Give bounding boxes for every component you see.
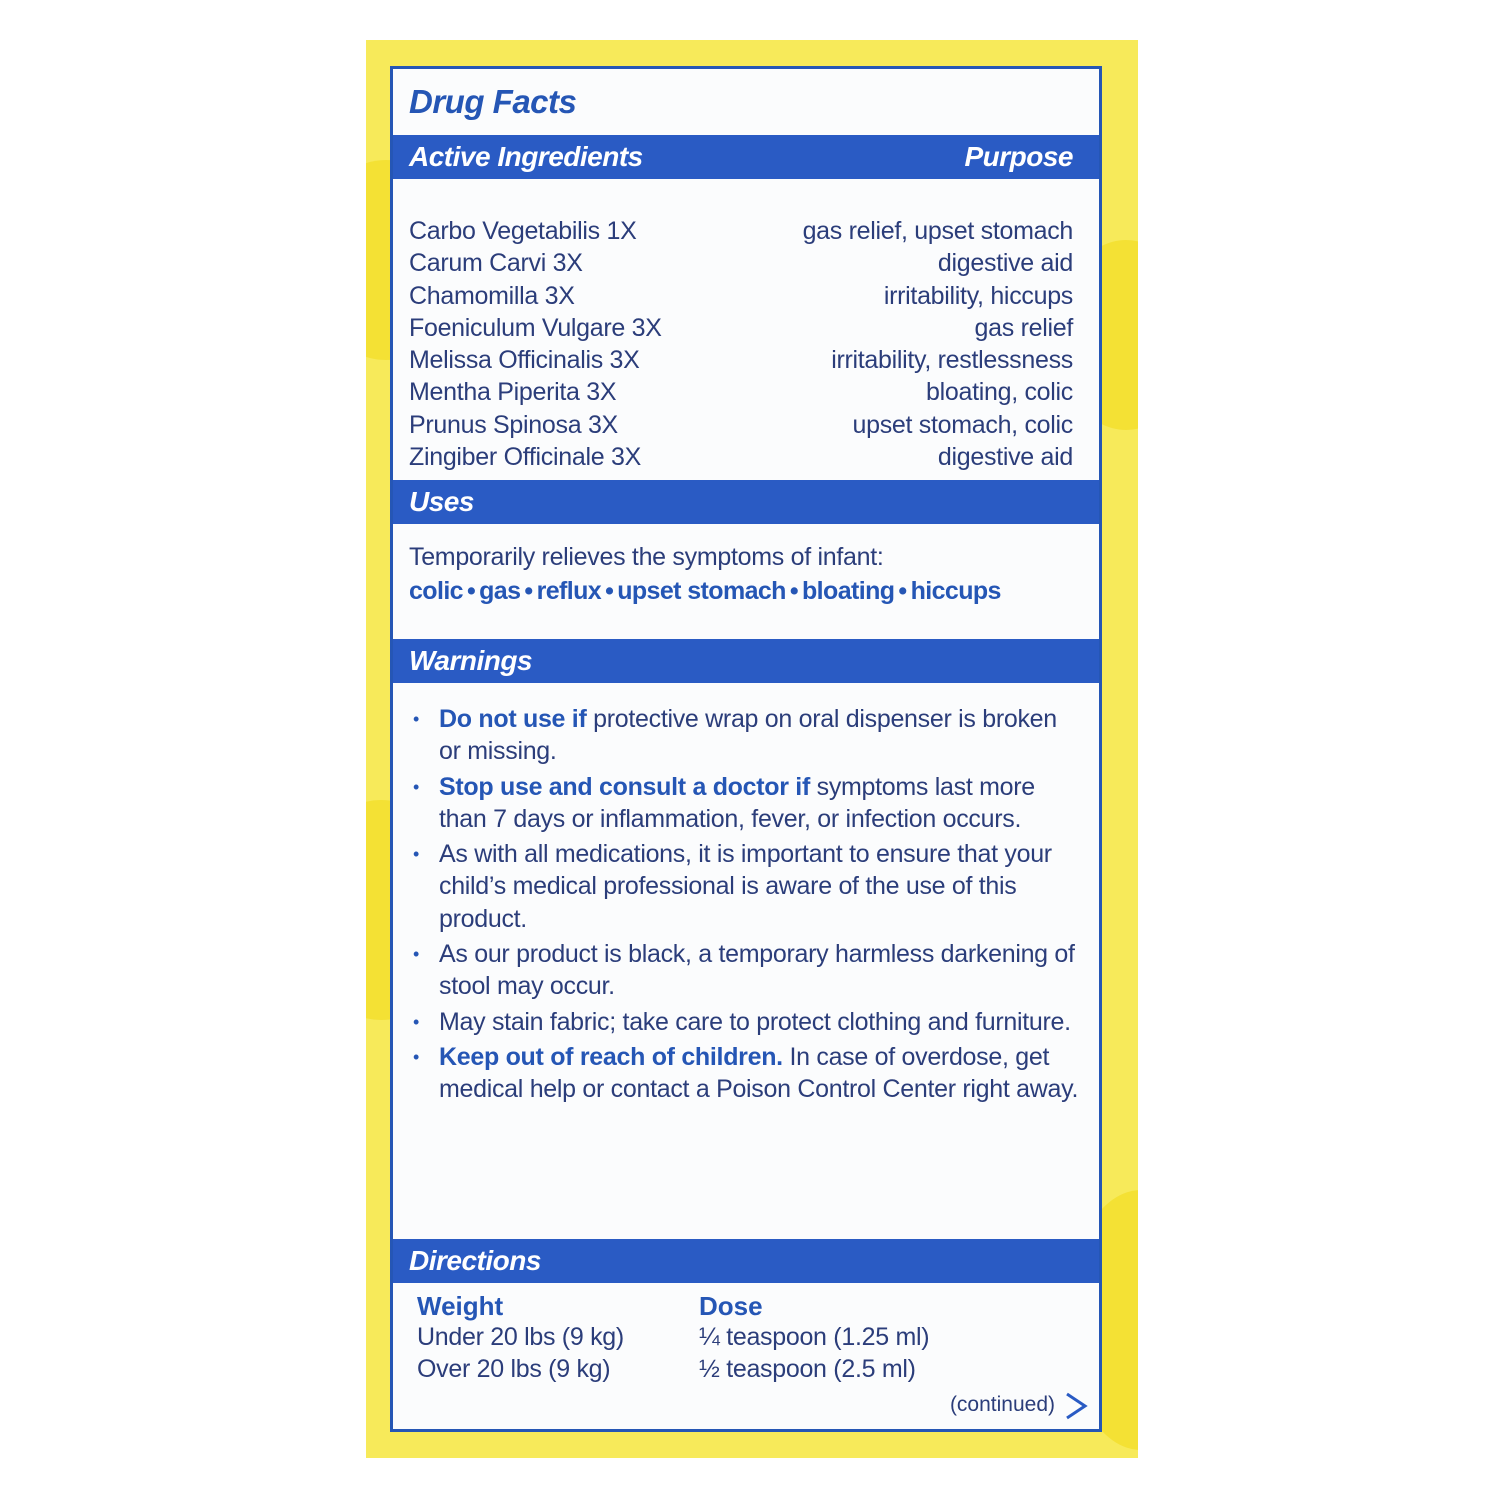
warning-bold-text: Stop use and consult a doctor if (439, 772, 810, 801)
warning-text: As our product is black, a temporary harmless darkening of stool may occur. (439, 940, 1075, 1001)
symptom-item: upset stomach (617, 577, 786, 605)
ingredient-row (409, 314, 1073, 346)
symptom-item: reflux (536, 577, 602, 605)
warnings-header (393, 639, 1099, 683)
warning-text: In case of overdose, get medical help or contact a Poison Control Center right away. (439, 1042, 1079, 1104)
dose-value: ½ teaspoon (2.5 ml) (699, 1355, 916, 1383)
symptom-item: hiccups (910, 577, 1001, 605)
ingredient-row (409, 282, 1073, 314)
ingredient-row (409, 443, 1073, 475)
product-package (366, 40, 1138, 1458)
bullet-icon: • (413, 1046, 420, 1067)
warning-item (411, 938, 1081, 1003)
ingredient-purpose: irritability, hiccups (883, 281, 1073, 310)
ingredient-row (409, 378, 1073, 410)
active-ingredients-label: Active Ingredients (409, 141, 643, 172)
warning-item (411, 1041, 1081, 1106)
weight-value: Over 20 lbs (9 kg) (417, 1355, 611, 1383)
ingredient-purpose: gas relief, upset stomach (802, 217, 1073, 245)
warning-text: May stain fabric; take care to protect clothing and furniture. (439, 1007, 1071, 1036)
warning-item (411, 771, 1081, 836)
dose-column-header: Dose (699, 1291, 763, 1321)
ingredient-name: Zingiber Officinale 3X (409, 443, 641, 472)
ingredient-name: Mentha Piperita 3X (409, 378, 617, 407)
warning-item (411, 703, 1081, 768)
symptom-item: colic (409, 577, 463, 605)
ingredient-purpose: irritability, restlessness (831, 346, 1073, 375)
uses-header (393, 480, 1099, 524)
dosage-table (417, 1291, 937, 1387)
ingredient-name: Chamomilla 3X (409, 281, 575, 310)
ingredient-name: Melissa Officinalis 3X (409, 346, 640, 375)
warning-bold-text: Do not use if (439, 705, 587, 733)
warning-item (411, 838, 1081, 935)
ingredient-row (409, 346, 1073, 378)
ingredient-purpose: bloating, colic (926, 378, 1073, 407)
ingredients-list (409, 217, 1073, 475)
ingredient-purpose: upset stomach, colic (852, 410, 1073, 439)
warning-text: symptoms last more than 7 days or inflammation, fever, or infection occurs. (439, 772, 1035, 833)
weight-value: Under 20 lbs (9 kg) (417, 1323, 624, 1351)
title-row (393, 69, 1099, 135)
ingredient-name: Carum Carvi 3X (409, 249, 583, 278)
directions-header (393, 1239, 1099, 1283)
chevron-right-icon (1063, 1391, 1089, 1421)
directions-label: Directions (409, 1245, 541, 1276)
bullet-icon: • (413, 1011, 420, 1032)
uses-label: Uses (409, 486, 474, 517)
warning-item (411, 1006, 1081, 1038)
ingredient-name: Foeniculum Vulgare 3X (409, 313, 662, 342)
bullet-icon: • (413, 944, 420, 965)
bullet-separator: • (466, 577, 476, 605)
ingredient-name: Carbo Vegetabilis 1X (409, 217, 637, 245)
warning-text: As with all medications, it is important to ensure that your child’s medical professional is aware of the use of this product. (439, 840, 1052, 933)
warnings-label: Warnings (409, 645, 533, 676)
ingredient-purpose: digestive aid (937, 249, 1073, 278)
dosage-row (417, 1355, 937, 1387)
drug-facts-title: Drug Facts (409, 83, 577, 120)
bullet-separator: • (898, 577, 907, 605)
drug-facts-panel (390, 66, 1102, 1432)
weight-column-header: Weight (417, 1291, 504, 1321)
bullet-separator: • (789, 577, 799, 605)
bullet-icon: • (413, 776, 420, 797)
active-ingredients-header (393, 135, 1099, 179)
ingredient-name: Prunus Spinosa 3X (409, 410, 618, 439)
dosage-rows (417, 1323, 937, 1387)
dosage-row (417, 1323, 937, 1355)
purpose-label: Purpose (964, 141, 1073, 172)
symptom-item: bloating (802, 577, 895, 605)
bullet-separator: • (524, 577, 533, 605)
ingredient-row (409, 249, 1073, 281)
symptoms-list (409, 577, 1001, 606)
warning-text: protective wrap on oral dispenser is broken or missing. (439, 705, 1057, 766)
bullet-icon: • (413, 844, 420, 865)
ingredient-purpose: gas relief (974, 313, 1073, 342)
bullet-separator: • (605, 577, 614, 605)
warning-bold-text: Keep out of reach of children. (439, 1042, 783, 1071)
continued-label: (continued) (949, 1393, 1055, 1416)
dose-value: ¼ teaspoon (1.25 ml) (699, 1323, 930, 1351)
ingredient-purpose: digestive aid (937, 443, 1073, 472)
uses-intro: Temporarily relieves the symptoms of infant: (409, 543, 884, 571)
warnings-list (411, 703, 1081, 1109)
symptom-item: gas (479, 577, 521, 605)
dosage-table-header (417, 1291, 937, 1323)
bullet-icon: • (413, 709, 420, 729)
ingredient-row (409, 411, 1073, 443)
ingredient-row (409, 217, 1073, 249)
